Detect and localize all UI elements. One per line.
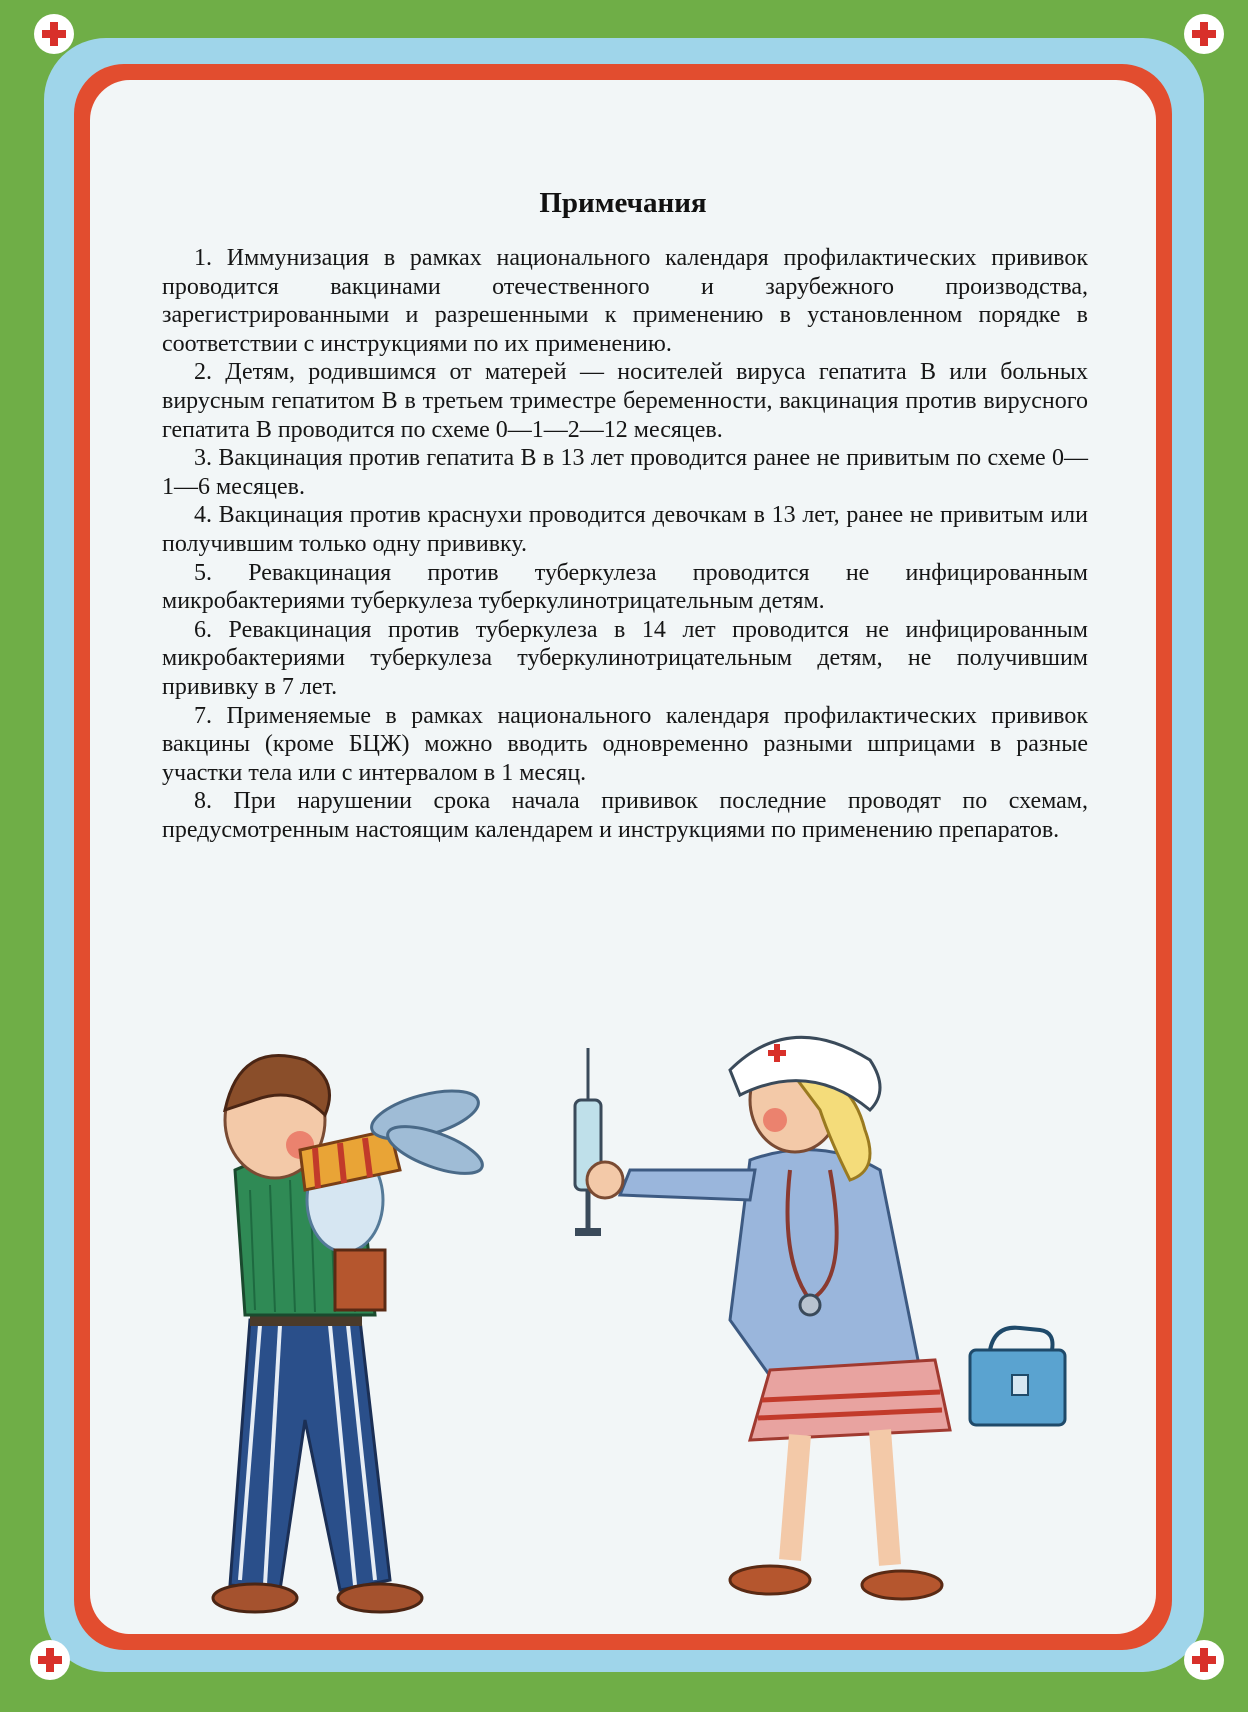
red-cross-icon [34, 14, 74, 54]
note-item: 5. Ревакцинация против туберкулеза проводится не инфицированным микробактериями туберкулеза туберкулинотрицательным детям. [162, 559, 1088, 615]
nurse-figure [587, 1037, 1065, 1599]
red-cross-icon [1184, 1640, 1224, 1680]
note-item: 3. Вакцинация против гепатита В в 13 лет проводится ранее не привитым по схеме 0—1—6 месяцев. [162, 445, 1088, 500]
red-cross-icon [30, 1640, 70, 1680]
page-title: Примечания [539, 187, 707, 219]
syringe [575, 1048, 601, 1236]
note-item: 2. Детям, родившимся от матерей — носителей вируса гепатита В или больных вирусным гепатитом В в третьем триместре беременности, вакцинация против вирусного гепатита В проводится по схеме 0—1—2—12 месяцев. [162, 359, 1088, 443]
page-panel [90, 80, 1156, 1634]
notes-list [162, 244, 1088, 844]
note-item: 4. Вакцинация против краснухи проводится девочкам в 13 лет, ранее не привитым или получившим только одну прививку. [162, 502, 1088, 557]
vaccination-illustration [90, 1020, 1156, 1634]
note-item: 6. Ревакцинация против туберкулеза в 14 лет проводится не инфицированным микробактериями туберкулеза туберкулинотрицательным детям, не получившим прививку в 7 лет. [162, 616, 1088, 700]
boy-figure [213, 1056, 488, 1612]
red-cross-icon [1184, 14, 1224, 54]
note-item: 1. Иммунизация в рамках национального календаря профилактических прививок проводится вакцинами отечественного и зарубежного производства, зарегистрированными и разрешенными к применению в установленном порядке в соответствии с инструкциями по их применению. [162, 245, 1088, 357]
note-item: 7. Применяемые в рамках национального календаря профилактических прививок вакцины (кроме БЦЖ) можно вводить одновременно разными шприцами в разные участки тела или с интервалом в 1 месяц. [162, 702, 1088, 786]
note-item: 8. При нарушении срока начала прививок последние проводят по схемам, предусмотренным настоящим календарем и инструкциями по применению препаратов. [162, 788, 1088, 843]
